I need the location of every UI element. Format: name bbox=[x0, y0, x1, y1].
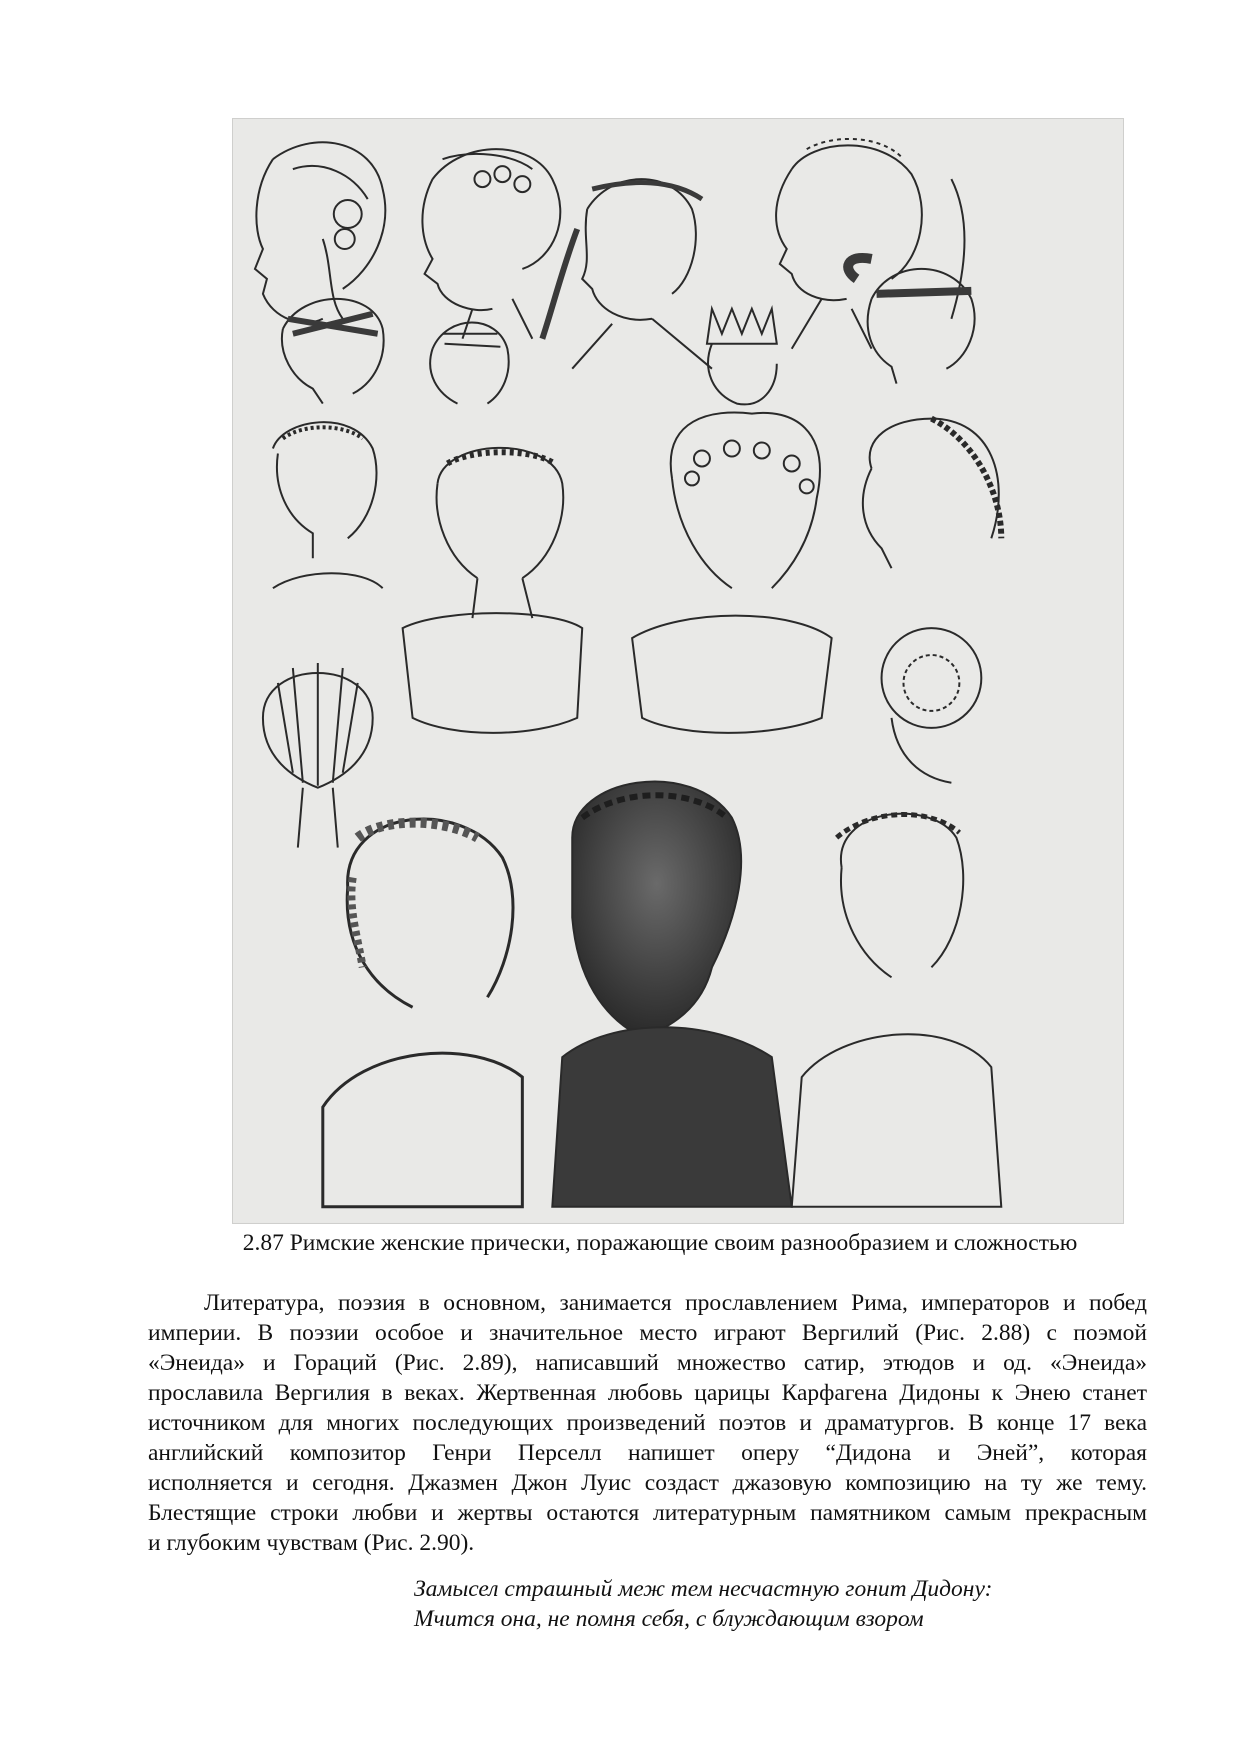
body-paragraph bbox=[148, 1288, 1147, 1558]
paragraph-line: прославила Вергилия в веках. Жертвенная любовь царицы Карфагена Дидоны к Энею станет bbox=[148, 1380, 1147, 1406]
poem-line: Замысел страшный меж тем несчастную гонит Дидону: bbox=[414, 1576, 993, 1602]
poem-line: Мчится она, не помня себя, с блуждающим взором bbox=[414, 1606, 924, 1632]
figure-caption: 2.87 Римские женские прически, поражающие своим разнообразием и сложностью bbox=[242, 1230, 1078, 1256]
paragraph-line: английский композитор Генри Перселл напишет оперу “Дидона и Эней”, которая bbox=[148, 1440, 1147, 1466]
paragraph-line: Литература, поэзия в основном, занимается прославлением Рима, императоров и побед bbox=[204, 1290, 1147, 1316]
hairstyles-illustration bbox=[232, 118, 1124, 1224]
paragraph-line: и глубоким чувствам (Рис. 2.90). bbox=[148, 1530, 475, 1556]
paragraph-line: исполняется и сегодня. Джазмен Джон Луис создаст джазовую композицию на ту же тему. bbox=[148, 1470, 1147, 1496]
paragraph-line: Блестящие строки любви и жертвы остаются литературным памятником самым прекрасным bbox=[148, 1500, 1147, 1526]
poem-quote bbox=[414, 1574, 1114, 1634]
paragraph-line: империи. В поэзии особое и значительное место играют Вергилий (Рис. 2.88) с поэмой bbox=[148, 1320, 1147, 1346]
paragraph-line: «Энеида» и Гораций (Рис. 2.89), написавший множество сатир, этюдов и од. «Энеида» bbox=[148, 1350, 1147, 1376]
paragraph-line: источником для многих последующих произведений поэтов и драматургов. В конце 17 века bbox=[148, 1410, 1147, 1436]
hairstyles-engraving bbox=[233, 119, 1123, 1223]
